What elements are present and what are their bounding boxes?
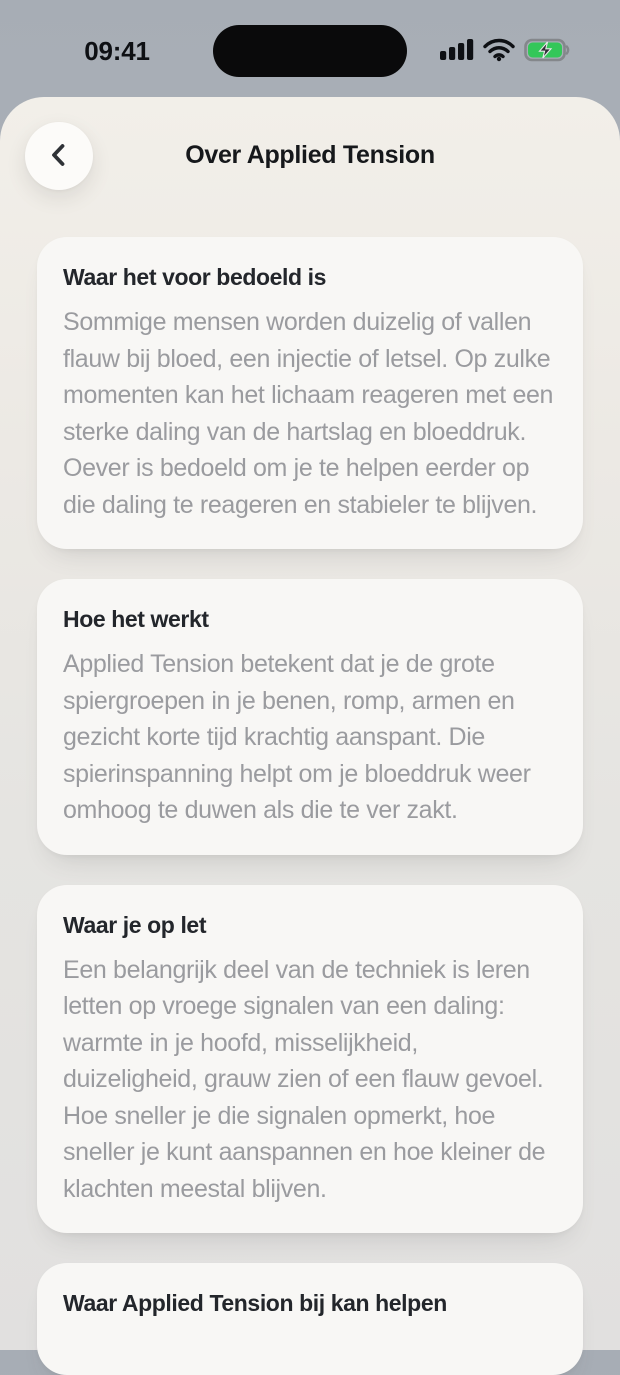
dynamic-island xyxy=(213,25,407,77)
card-how-it-works xyxy=(37,579,583,855)
card-title: Hoe het werkt xyxy=(63,606,209,632)
battery-charging-icon xyxy=(524,38,570,67)
card-body: Sommige mensen worden duizelig of vallen flauw bij bloed, een injectie of letsel. Op zulke momenten kan het lichaam reageren met een sterke daling van de hartslag en bloeddruk. Oever is bedoeld om je te helpen eerder op die daling te reageren en stabieler te blijven. xyxy=(63,308,554,519)
card-what-it-can-help-with xyxy=(37,1263,583,1375)
card-what-to-watch-for xyxy=(37,885,583,1234)
navigation-header xyxy=(0,97,620,237)
card-body: Applied Tension betekent dat je de grote spiergroepen in je benen, romp, armen en gezicht korte tijd krachtig aanspant. Die spierinspanning helpt om je bloeddruk weer omhoog te duwen als die te ver zakt. xyxy=(63,650,531,824)
status-bar xyxy=(0,0,620,100)
card-list[interactable] xyxy=(37,237,583,1375)
content-sheet xyxy=(0,97,620,1350)
cellular-signal-icon xyxy=(440,38,474,67)
clock-time: 09:41 xyxy=(84,36,150,66)
page-title: Over Applied Tension xyxy=(185,141,435,169)
card-title: Waar Applied Tension bij kan helpen xyxy=(63,1290,447,1316)
card-what-its-for xyxy=(37,237,583,549)
status-icons xyxy=(440,39,570,65)
card-title: Waar het voor bedoeld is xyxy=(63,264,327,290)
card-title: Waar je op let xyxy=(63,911,207,938)
card-body: Een belangrijk deel van de techniek is leren letten op vroege signalen van een daling: warmte in je hoofd, misselijkheid, duizeligheid, grauw zien of een flauw gevoel. Hoe sneller je die signalen opmerkt, hoe sneller je kunt aanspannen en hoe kleiner de klachten meestal blijven. xyxy=(63,955,546,1203)
wifi-icon xyxy=(483,38,515,67)
